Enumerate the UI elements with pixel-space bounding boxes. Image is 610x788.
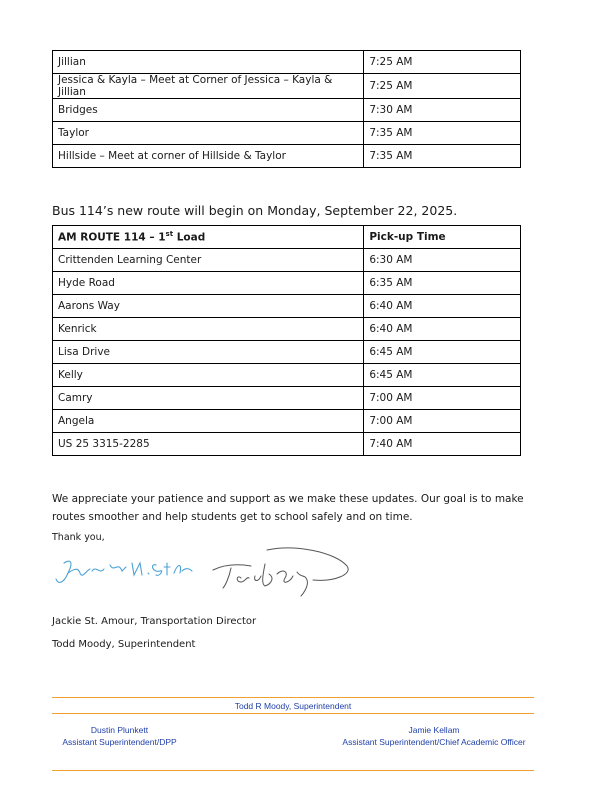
footer-right-title: Assistant Superintendent/Chief Academic Officer bbox=[342, 737, 526, 747]
table-header-row bbox=[53, 226, 521, 249]
stop-cell: Crittenden Learning Center bbox=[53, 249, 364, 272]
thank-you-line: Thank you, bbox=[52, 532, 105, 543]
stop-cell: Bridges bbox=[53, 99, 364, 122]
stop-cell: Angela bbox=[53, 410, 364, 433]
route-announcement: Bus 114’s new route will begin on Monday, September 22, 2025. bbox=[52, 203, 458, 218]
footer-superintendent: Todd R Moody, Superintendent bbox=[234, 701, 352, 711]
stop-cell: Jillian bbox=[53, 51, 364, 74]
time-cell: 7:25 AM bbox=[364, 74, 521, 99]
table-row bbox=[53, 99, 521, 122]
time-cell: 6:45 AM bbox=[364, 341, 521, 364]
footer-left-name: Dustin Plunkett bbox=[90, 725, 149, 735]
table-row bbox=[53, 433, 521, 456]
time-cell: 7:25 AM bbox=[364, 51, 521, 74]
stop-cell: Taylor bbox=[53, 122, 364, 145]
stop-cell: Hillside – Meet at corner of Hillside & Taylor bbox=[53, 145, 364, 168]
route-table-continued bbox=[52, 50, 521, 168]
table-row bbox=[53, 74, 521, 99]
time-cell: 6:35 AM bbox=[364, 272, 521, 295]
route-header-prefix: AM ROUTE 114 – 1 bbox=[58, 231, 166, 244]
time-cell: 6:30 AM bbox=[364, 249, 521, 272]
stop-cell: Jessica & Kayla – Meet at Corner of Jessica – Kayla & Jillian bbox=[53, 74, 364, 99]
stop-cell: Kelly bbox=[53, 364, 364, 387]
table-row bbox=[53, 318, 521, 341]
route-114-table bbox=[52, 225, 521, 456]
time-header-cell: Pick-up Time bbox=[364, 226, 521, 249]
table-row bbox=[53, 295, 521, 318]
time-cell: 7:30 AM bbox=[364, 99, 521, 122]
footer-rule-top bbox=[52, 697, 534, 698]
time-cell: 6:40 AM bbox=[364, 318, 521, 341]
stop-cell: Lisa Drive bbox=[53, 341, 364, 364]
table-row bbox=[53, 51, 521, 74]
stop-cell: Aarons Way bbox=[53, 295, 364, 318]
route-header-cell bbox=[53, 226, 364, 249]
signer-superintendent: Todd Moody, Superintendent bbox=[52, 639, 196, 650]
table-row bbox=[53, 145, 521, 168]
time-cell: 6:45 AM bbox=[364, 364, 521, 387]
route-header-suffix: Load bbox=[173, 231, 206, 244]
signer-transportation-director: Jackie St. Amour, Transportation Director bbox=[52, 616, 257, 627]
time-cell: 7:35 AM bbox=[364, 145, 521, 168]
table-row bbox=[53, 410, 521, 433]
table-row bbox=[53, 272, 521, 295]
stop-cell: Camry bbox=[53, 387, 364, 410]
footer-rule-bottom bbox=[52, 770, 534, 771]
table-row bbox=[53, 387, 521, 410]
time-cell: 7:00 AM bbox=[364, 410, 521, 433]
table-row bbox=[53, 249, 521, 272]
stop-cell: US 25 3315-2285 bbox=[53, 433, 364, 456]
table-row bbox=[53, 122, 521, 145]
time-cell: 7:40 AM bbox=[364, 433, 521, 456]
table-row bbox=[53, 341, 521, 364]
footer-left-title: Assistant Superintendent/DPP bbox=[62, 737, 177, 747]
stop-cell: Kenrick bbox=[53, 318, 364, 341]
stop-cell: Hyde Road bbox=[53, 272, 364, 295]
time-cell: 7:35 AM bbox=[364, 122, 521, 145]
time-cell: 6:40 AM bbox=[364, 295, 521, 318]
footer-right-name: Jamie Kellam bbox=[408, 725, 460, 735]
signature-jackie-st-amour bbox=[52, 555, 202, 595]
closing-paragraph: We appreciate your patience and support as we make these updates. Our goal is to make routes smoother and help students get to school safely and on time. bbox=[52, 493, 524, 523]
table-row bbox=[53, 364, 521, 387]
footer-rule-middle bbox=[52, 713, 534, 714]
signature-todd-moody bbox=[205, 538, 355, 604]
time-cell: 7:00 AM bbox=[364, 387, 521, 410]
route-header-sup: st bbox=[165, 230, 174, 239]
